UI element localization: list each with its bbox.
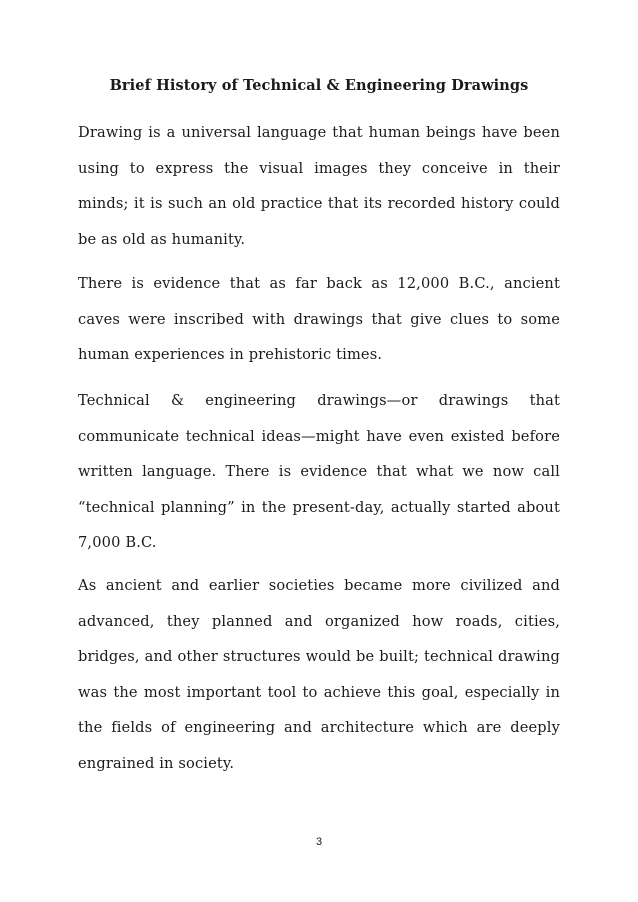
paragraph-ancient-caves: There is evidence that as far back as 12,000 B.C., ancient caves were inscribed with drawings that give clues to some human experiences in prehistoric times. (78, 275, 560, 363)
paragraph-technical-planning: Technical & engineering drawings—or drawings that communicate technical ideas—might have even existed before written language. There is evidence that what we now call “technical planning” in the present-day, actually started about 7,000 B.C. (78, 392, 560, 551)
paragraph-drawing-universal-language: Drawing is a universal language that human beings have been using to express the visual images they conceive in their minds; it is such an old practice that its recorded history could be as old as humanity. (78, 124, 560, 248)
document-title: Brief History of Technical & Engineering Drawings (109, 77, 529, 94)
paragraph-ancient-societies: As ancient and earlier societies became more civilized and advanced, they planned and organized how roads, cities, bridges, and other structures would be built; technical drawing was the most important tool to achieve this goal, especially in the fields of engineering and architecture which are deeply engrained in society. (78, 577, 560, 772)
page-number: 3 (315, 836, 323, 848)
